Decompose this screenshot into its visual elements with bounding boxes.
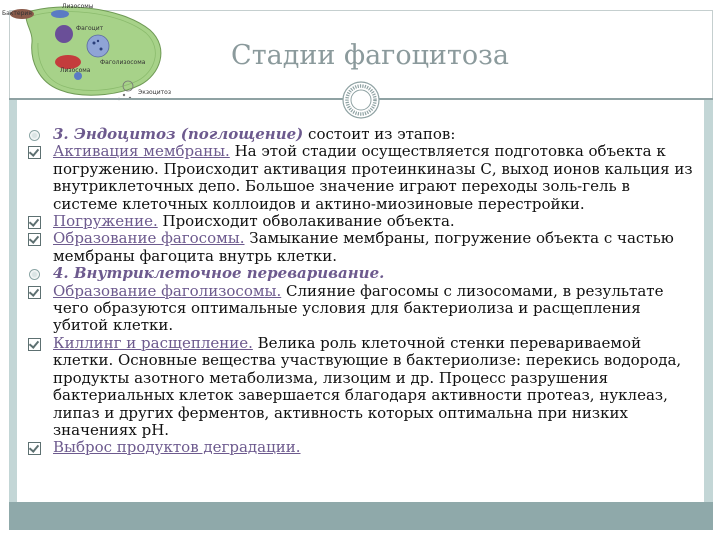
slide-title: Стадии фагоцитоза: [231, 40, 509, 71]
item-text: На этой стадии осуществляется подготовка объекта к погружению. Происходит активация протеинкиназы С, выход ионов кальция из внутриклеточных депо. Большое значение играют переходы золь-гель в системе клеточных коллоидов и актино-миозиновые перестройки.: [53, 142, 693, 213]
circle-bullet-icon: [29, 269, 40, 280]
checkbox-bullet-icon: [28, 338, 41, 351]
list-item: [22, 265, 694, 282]
list-item: [22, 439, 694, 456]
checkbox-bullet-icon: [28, 233, 41, 246]
list-item: [22, 143, 694, 213]
checkbox-bullet-icon: [28, 442, 41, 455]
item-text: Слияние фагосомы с лизосомами, в результате чего образуются оптимальные условия для бактериолиза и расщепления убитой клетки.: [53, 281, 664, 335]
list-item: [22, 230, 694, 265]
step-link[interactable]: Киллинг и расщепление.: [53, 333, 253, 352]
list-item: [22, 126, 694, 143]
stage-heading: 3. Эндоцитоз (поглощение): [53, 125, 304, 143]
lysosome-shape: [51, 10, 69, 18]
checkbox-bullet-icon: [28, 146, 41, 159]
right-border-strip: [704, 100, 713, 502]
step-link[interactable]: Активация мембраны.: [53, 142, 230, 161]
list-item: [22, 283, 694, 335]
label-bacterium: Бактерия: [2, 10, 32, 17]
label-lysosome: Лизосома: [60, 67, 91, 74]
item-text: Происходит обволакивание объекта.: [157, 212, 455, 231]
item-text: Велика роль клеточной стенки перевариваемой клетки. Основные вещества участвующие в бактериолизе: перекись водорода, продукты азотного метаболизма, лизоцим и др. Процесс разрушения бактериальных клеток завершается благодаря активности протеаз, нуклеаз, липаз и других ферментов, активность которых оптимальна при низких значениях рН.: [53, 333, 682, 439]
item-text: Замыкание мембраны, погружение объекта с частью мембраны фагоцита внутрь клетки.: [53, 229, 674, 265]
step-link[interactable]: Погружение.: [53, 212, 158, 231]
bottom-band: [9, 502, 713, 530]
label-exocytosis: Экзоцитоз: [138, 89, 172, 96]
step-link[interactable]: Образование фагосомы.: [53, 229, 245, 248]
phagolysosome-shape: [87, 35, 109, 57]
label-phagolysosome: Фаголизосома: [100, 59, 146, 66]
phagosome-shape: [55, 25, 73, 43]
stage-heading: 4. Внутриклеточное переваривание.: [53, 264, 385, 283]
list-item: [22, 335, 694, 439]
label-phagocyte: Фагоцит: [76, 25, 104, 32]
label-lysosomes: Лизосомы: [62, 3, 94, 10]
item-text: состоит из этапов:: [303, 125, 456, 143]
step-link[interactable]: Образование фаголизосомы.: [53, 281, 282, 300]
list-item: [22, 213, 694, 230]
checkbox-bullet-icon: [28, 216, 41, 229]
ring-ornament-icon: [341, 80, 381, 120]
circle-bullet-icon: [29, 130, 40, 141]
left-border-strip: [9, 100, 17, 502]
content-list: [22, 126, 694, 457]
checkbox-bullet-icon: [28, 286, 41, 299]
step-link[interactable]: Выброс продуктов деградации.: [53, 438, 301, 457]
